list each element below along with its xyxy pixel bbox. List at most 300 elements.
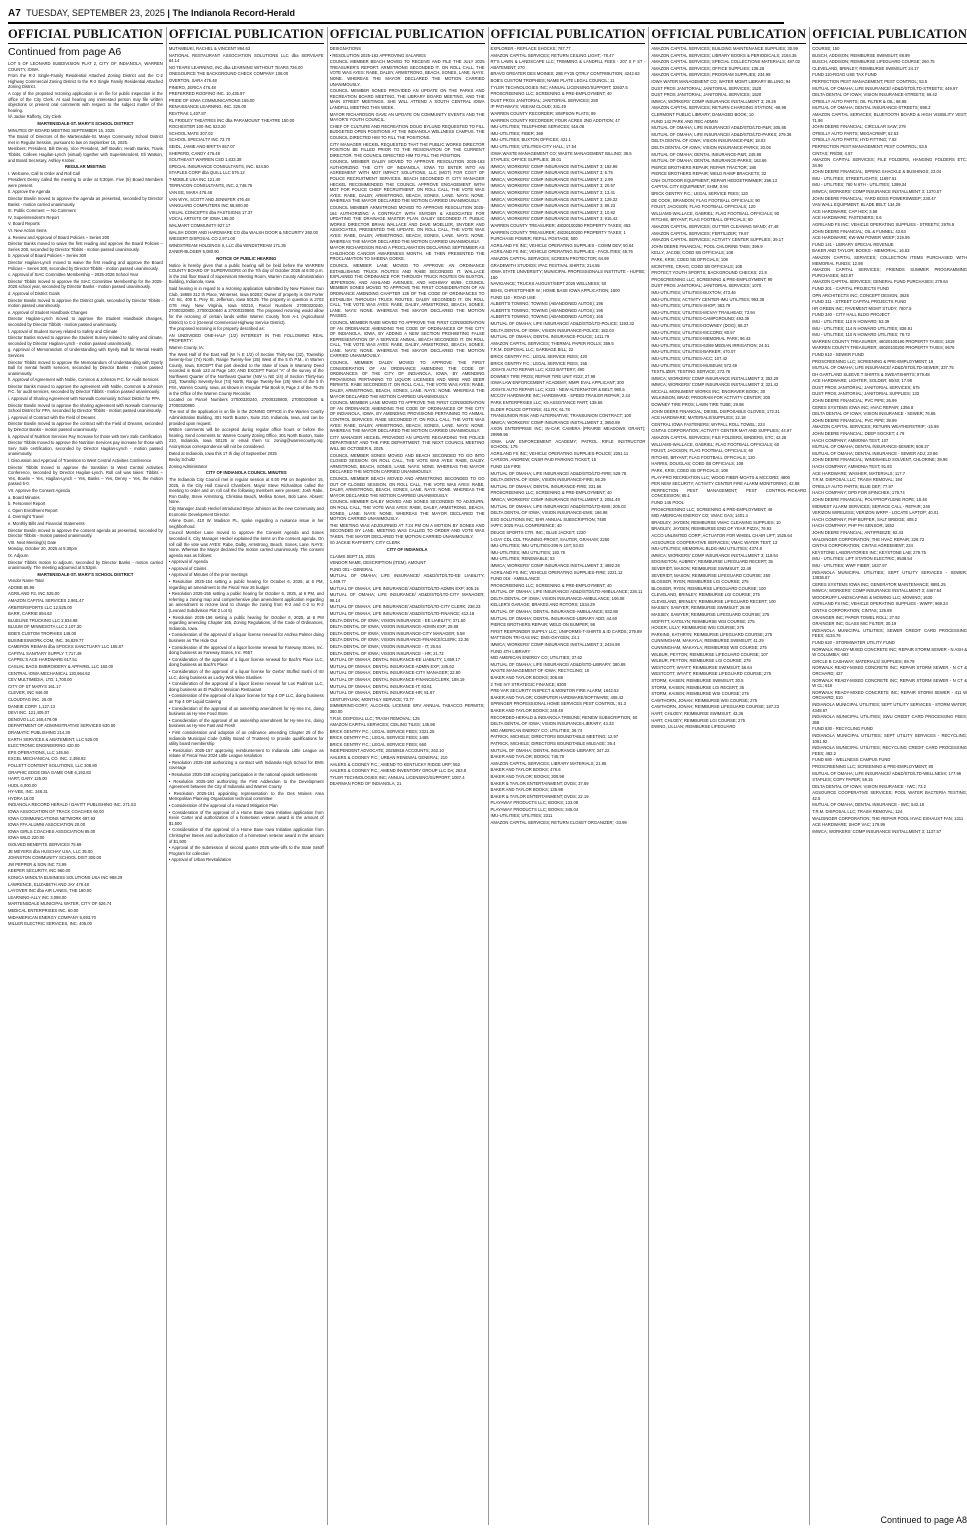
notice-paragraph: TERRACON CONSULTANTS, INC. 2,748.75 <box>168 183 253 189</box>
notice-paragraph: Director Tibbits moved to approve the transition to West Central Activities Conference, seconded by Director Hagilan-Lynch. Roll call was taken: Tibbits – Yes, Bowlin – Yes, Hagilan-Lynch – Yes, Banks – Yes, Denny – Yes, the motion passed 5-0. <box>8 464 163 487</box>
notice-paragraph: Dated at Indianola, Iowa this 17 th day of September 2025 <box>168 450 277 456</box>
notice-paragraph: FUND 620 - STORMWATER UTILITY FUND <box>812 640 895 646</box>
notice-paragraph: MUTUAL OF OMAHA; LIFE INSURANCE/ AD&D/STD/LTD-P&R; 305.85 <box>651 125 787 131</box>
notice-paragraph: • Resolution 2025-158 authorizing a contract with Indianola High School for EMS coverage <box>168 759 324 771</box>
notice-paragraph: HART, CHLOEY; REIMBURSE SWIMSUIT; 43.36 <box>651 710 744 716</box>
notice-paragraph: KELLY, JACOB; COED SB OFFICIALS; 108 <box>651 250 734 256</box>
notice-paragraph: PERFECTION PEST MANAGEMENT; PEST CONTROL; 53.5 <box>812 143 928 149</box>
notice-paragraph: DELTA DENTAL OF IOWA; VISION INSURANCE - EE LIABILITY; 371.50 <box>329 617 466 623</box>
notice-paragraph: MUTUAL OF OMAHA; LIFE INSURANCE/ AD&D/STD/LTD-AMBULANCE; 226.11 <box>490 589 643 595</box>
notice-paragraph: JOHN DEERE FINANCIAL; PVC PIPE; 26.99 <box>812 398 897 404</box>
notice-paragraph: BRICK GENTRY P.C.; LEGAL SERVICE FEES; 2321.25 <box>329 728 435 734</box>
notice-paragraph: DOWNEY TIRE PROS; LAWN TIRE TUBE; 29.98 <box>651 402 744 408</box>
notice-paragraph: NOTICE OF PUBLIC HEARING <box>216 256 277 261</box>
notice-paragraph: • Consideration of the approval of a Home Base Iowa Initiative application from Christopher Benes and authorization of a hometown veteran award in the amount of $1,500 <box>168 827 324 844</box>
notice-paragraph: AGSOURCE COOPERATIVE SERVICES; VMAC WATER TEST; 13 <box>651 539 778 545</box>
newspaper-name: The Indianola Record-Herald <box>172 8 295 18</box>
notice-paragraph: MASSEY, SAWYER; REIMBURSE LIFEGUARD COURSE; 275 <box>651 612 770 618</box>
notice-paragraph: IMU - UTILITIES; 114 N HOWARD UTILITIES; 836.91 <box>812 325 913 331</box>
notice-paragraph: VII. Approve the Consent Agenda <box>8 487 70 493</box>
notice-paragraph: MIDWEST ALARM SERVICES; SERVICE CALL - REPAIR; 246 <box>812 503 930 509</box>
notice-paragraph: DE COOK, BRANDON; FLAG FOOTBALL OFFICIALS; 90 <box>651 197 760 203</box>
notice-paragraph: DELTA DENTAL OF IOWA; VISION INSURANCE - SEWER; 76.66 <box>812 411 936 417</box>
notice-paragraph: NAVIGANCE; TRUCKS AUGUST/SEPT 2025 WELLNESS; 50 <box>490 281 607 287</box>
notice-paragraph: EDGINGTON, AUBREY; REIMBURSE LIFEGUARD RECERT; 35 <box>651 559 773 565</box>
notice-paragraph: • First consideration and adoption of an ordinance amending Chapter 25 of the Indianola Municipal Code (Utility Board of Trustees) to provide qualifications for utility board membership <box>168 729 324 747</box>
notice-paragraph: WESTCOTT, WYATT; REIMBURSE SWIMSUIT; 56.64 <box>651 664 752 670</box>
notice-paragraph: V. Board Reports <box>8 221 40 227</box>
notice-paragraph: ALBERT'S TOWING; TOWING (ABANDONED AUTOS); 165 <box>490 314 604 320</box>
notice-paragraph: MID AMERICAN ENERGY CO; VMAC GAS; 1401.4 <box>651 513 748 519</box>
notice-paragraph: BRAVO GREATER DES MOINES; 28E FY25 QTRLY CONTRIBUTION; 4242.63 <box>490 71 640 77</box>
notice-paragraph: • Resolution 2025-155 setting a public hearing for October 6, 2025, at 6 PM, and referring a zoning map and comprehensive plan amendment application regarding an amendment to rezone land to change the zoning from R-2 and C-2 to R-2 (Leonard Subdivision Plat 2 Lot 5) <box>168 591 324 614</box>
notice-paragraph: IOWA WASTE MANAGEMENT CO; WASTE MANAGEMENT BILLING; 38.5 <box>490 150 632 156</box>
notice-paragraph: MUTUAL OF OMAHA; DENTAL INSURANCE-PARKS; 163.66 <box>651 158 767 164</box>
notice-paragraph: NO TEARS LEARNING, INC dba LEARNING WITHOUT TEARS 726.00 <box>168 64 303 70</box>
notice-paragraph: • RESOLUTION 2025-162 APPROVING SALARIES <box>329 52 426 58</box>
notice-paragraph: MUTUAL OF OMAHA; LIFE INSURANCE/ AD&D/STD/LTD-EE LIABILITY; 1,469.77 <box>329 573 485 585</box>
notice-paragraph: Director Tibbits motion to adjourn, seconded by Director Banks - motion carried unanimously. The meeting adjourned at 5:53pm. <box>8 559 163 571</box>
notice-paragraph: ACE HARDWARE; CAP HEX; 3.58 <box>812 208 878 214</box>
notice-paragraph: MUTUAL OF OMAHA; LIFE INSURANCE/ AD&D/STD/LTD-WELLNESS; 177.96 <box>812 770 962 776</box>
notice-paragraph: PROSCREENING LLC; SCREENING & PRE-EMPLOYMENT; 40 <box>490 91 612 97</box>
notice-paragraph: MUTUAL OF OMAHA; DENTAL INSURANCE - IWC; 542.18 <box>812 802 924 808</box>
notice-paragraph: PARK, KRIS; COED SB OFFICIALS; 108 <box>651 257 728 262</box>
notice-paragraph: KELLER'S GARAGE; BRAKES AND ROTORS; 1534.29 <box>490 602 595 608</box>
notice-paragraph: BAKER AND TAYLOR BOOKS; 476.6 <box>490 767 561 773</box>
notice-paragraph: MID AMERICAN ENERGY CO; UTILITIES; 36.74 <box>490 727 583 733</box>
notice-paragraph: • Resolution 2025-156 setting a public hearing for October 6, 2025, at 6 PM regarding amending Chapter 165, Zoning Regulations, of the Code of Ordinances, Indianola, Iowa. <box>168 614 324 631</box>
notice-paragraph: JOHN DEERE FINANCIAL; DIESEL DISPOSABLE GLOVES; 172.31 <box>651 408 780 414</box>
notice-paragraph: PROSCREENING LLC; SCREENING & PRE-EMPLOYMENT; 40 <box>490 490 612 496</box>
notice-paragraph: ACE HARDWARE; SHOP VAC; 179.99 <box>812 822 885 828</box>
notice-paragraph: FUND 680 - WELLNESS CAMPUS FUND <box>812 757 891 763</box>
notice-paragraph: VENDOR NAME, DESCRIPTION (ITEM), AMOUNT <box>329 560 427 566</box>
notice-paragraph: FUND 016 - AMBULANCE <box>490 576 540 582</box>
notice-paragraph: INDEPENDENT ADVOCATE; 20250818 ACCOUNTS; 263.10 <box>329 748 444 754</box>
notice-paragraph: RITCHIE, BRYANT; FLAG FOOTBALL OFFICIALS; 60 <box>651 217 753 223</box>
notice-paragraph: JOHN DEERE FINANCIAL; DEEP SOCKET; 4.79 <box>812 431 905 437</box>
notice-paragraph: WASTE MANAGEMENT OF IOWA; RECYCLING; 10 <box>490 668 590 674</box>
notice-paragraph: JOHN DEERE FINANCIAL; ANTIFREEZE; 92.43 <box>812 529 904 535</box>
notice-paragraph: PATRICK, MICHELE; DIRECTORS BOUNDTABLE MEETING; 12.97 <box>490 734 619 740</box>
notice-paragraph: ACE HARDWARE; WASHER, MATERIALS; 117.7 <box>812 470 906 476</box>
notice-paragraph: SCHOOL MATE 307.02 <box>168 130 213 136</box>
notice-paragraph: IMU-UTILITIES; UTILITIES-ACC; 107.42 <box>651 355 728 361</box>
notice-paragraph: SEIDL, JAMIE AND BRITTA 657.07 <box>168 143 235 149</box>
notice-paragraph: IMU-UTILITIES; UTILITIES-MCCORD; 80.57 <box>651 329 735 335</box>
notice-paragraph: JOSH'S AUTO REPAIR LLC; K223 - NEW ALTERNATOR & BELT; 980.5 <box>490 386 625 392</box>
notice-paragraph: WARREN COUNTY TREASURER; 48020100250 PROPERTY TAXES; 453 <box>490 223 631 229</box>
notice-paragraph: The Indianola City Council met in regular session at 6:00 PM on September 15, 2025, in the City Hall Council Chambers. Mayor Steve Richardson called the meeting to order and on roll call the following members were present: Josh Rabe, Ron Dalby, Steve Armstrong, Christina Beach, Mellisa Sones, Bob Lane. Absent: None. <box>168 476 324 505</box>
notice-paragraph: OVERTON, SARA 476.48 <box>168 77 217 83</box>
notice-paragraph: EARTH SERVICES & ABATEMENT, LLC 525.00 <box>8 736 99 742</box>
notice-paragraph: BUSCH, ADDISON; REIMBURSE LIFEGUARD COURSE; 260.75 <box>812 59 935 65</box>
notice-paragraph: g. Approval of Memorandum of Understanding with Eyerly Ball for Mental Health Services <box>8 347 163 358</box>
notice-paragraph: City Manager Jacob Heckel introduced Bryce Johnson as the new Community and Economic Development Director. <box>168 505 324 517</box>
column-header: OFFICIAL PUBLICATION <box>491 27 646 44</box>
notice-paragraph: VAN EE, MARA 476.48 <box>168 190 213 196</box>
notice-paragraph: • Resolution 2025-154 setting a public hearing for October 6, 2025, at 6 PM, regarding an amendment to the Fiscal Year 26 budget <box>168 579 324 590</box>
notice-paragraph: MUTUAL OF OMAHA; DENTAL INSURANCE-LIBRARY ADD; 44.60 <box>490 615 618 621</box>
notice-paragraph: Written comments will be accepted during regular office hours or before the hearing. Send comments to: Warren County Zoning Office, 301 North Buxton, Suite 210, Indianola, Iowa 50125 or email them to: zoning@warrencounty.org. Anonymous correspondence will not be considered. <box>168 427 324 449</box>
notice-paragraph: CUNNINGHAM, MAKAYLA; REIMBURSE SWIMSUIT; 41.29 <box>651 638 764 644</box>
notice-paragraph: ISOLVED BENEFITS SERVICES 75.69 <box>8 842 82 848</box>
notice-paragraph: STAPLES CORP dba QUILL LLC 576.12 <box>168 170 245 176</box>
notice-paragraph: PER NEW SECURITY; ACTIVITY CENTER FIRE ALARM MONITORING; 42.88 <box>651 481 800 487</box>
notice-paragraph: d. Approval of District Goals <box>8 290 60 296</box>
column-4 <box>491 27 646 1525</box>
notice-paragraph: AHLERS & COONEY P.C.; AMEND TO KENTUCKY RIDGE URP; 552 <box>329 761 461 767</box>
notice-paragraph: HARRIS, DOUGLAS; COED SB OFFICIALS; 108 <box>651 461 744 467</box>
notice-paragraph: CITY OF ST MARYS 161.17 <box>8 683 61 689</box>
notice-paragraph: IMU-UTILITIES; UTILITIES-MCVAY TRAILHEAD; 73.94 <box>651 309 755 315</box>
notice-paragraph: IOWA WILD 220.00 <box>8 835 45 841</box>
notice-paragraph: COUNCIL MEMBER DALBY MOVED AND SONES SECONDED TO ADJOURN. ON ROLL CALL, THE VOTE WAS AYES: RABE, DALBY, ARMSTRONG, BEACH, SONES, LANE. NAYS: NONE. WHEREAS THE MAYOR DECLARED THE MOTION CARRIED UNANIMOUSLY. <box>329 499 485 522</box>
notice-paragraph: JOHN DEERE FINANCIAL; POLYPROPYLENE ROPE; 18.48 <box>812 496 927 502</box>
notice-paragraph: STORM, KAISEN; REIMBURSE WSI COURSE; 275 <box>651 691 749 697</box>
column-3 <box>330 27 485 1525</box>
notice-paragraph: KEEPER SECURITY, INC 960.00 <box>8 868 71 874</box>
notice-paragraph: BEHS, CHRISTOPHER W.; HOME BASE IOWA APPLICATION; 1500 <box>490 287 620 293</box>
notice-paragraph: Becky Schultz <box>168 457 196 463</box>
notice-paragraph: SEVERIDT, MASON; REIMBURSE LIFEGUARD COURSE; 250 <box>651 572 771 578</box>
notice-paragraph: AMAZON CAPITAL SERVICES; CEILING TILES; 145.98 <box>329 722 435 728</box>
notice-paragraph: COUNCIL MEMBER DALBY MOVED TO APPROVE RESOLUTION 2025-163 AUTHORIZING THE CITY OF INDIANOLA, IOWA TO ENTER INTO AN AGREEMENT WITH MGT IMPACT SOLUTIONS, LLC (MGT) FOR COST OF POLICE RECRUITMENT SERVICES. BEACH SECONDED IT. CITY MANAGER HECKEL RECOMMENDED THE COUNCIL APPROVE ENGAGEMENT WITH MGT FOR POLICE CHIEF RECRUITMENT. ON ROLL CALL, THE VOTE WAS AYES: RABE, DALBY, ARMSTRONG, BEACH, SONES, LANE. NAYS: NONE. WHEREAS THE MAYOR DECLARED THE MOTION CARRIED UNANIMOUSLY. <box>329 159 485 204</box>
notice-paragraph: PARKINS, KATHRYN; REIMBURSE LIFEGUARD COURSE; 275 <box>651 631 773 637</box>
notice-paragraph: BAKER AND TAYLOR; BOOKS - MEMORIAL; 16.53 <box>812 248 910 254</box>
notice-paragraph: PLAYAWAY PRODUCTS LLC; BOOKS; 133.08 <box>490 800 579 806</box>
notice-paragraph: FIRST RESPONDER SUPPLY LLC; UNIFORMS-T-SHIRTS & ID CARDS; 279.89 <box>490 628 642 634</box>
notice-paragraph: DOWNEY TIRE PROS; REPAIR TIRE UNIT #222; 27.98 <box>490 373 596 379</box>
notice-paragraph: RITCHIE, BRYANT; FLAG FOOTBALL OFFICIALS; 120 <box>651 454 755 460</box>
notice-paragraph: DELTA DENTAL OF IOWA; VISION INSURANCE-FIRE; 56.29 <box>490 477 606 483</box>
notice-paragraph: CITY MANAGER HECKEL REQUESTED THAT THE PUBLIC WORKS DIRECTOR POSITION BE FILLED PRIOR TO THE RESIGNATION OF THE CURRENT DIRECTOR. THE COUNCIL DIRECTED HIM TO FILL THE POSITION. <box>329 141 485 158</box>
notice-paragraph: CHIEF OF CULTURE AND RECREATION DOUG BYLUND REQUESTED TO FILL BUDGETED OPEN POSITIONS AT THE INDIANOLA WELLNESS CAMPUS. THE COUNCIL DIRECTED HIM TO FILL THE POSITIONS. <box>329 123 485 140</box>
notice-paragraph: IAPFC 2025 FALL CONFERENCE; 40 <box>490 523 562 529</box>
notice-paragraph: IMU-UTILITIES; BUXTON OFFICES; 421.1 <box>490 137 571 143</box>
notice-paragraph: IMU-UTILITIES; UTILITIES-MEMORIAL PARK; 96.43 <box>651 336 751 342</box>
notice-paragraph: JOHN DEERE FINANCIAL; PVC PIPE; 39.99 <box>812 417 897 423</box>
notice-paragraph: MEDICAL ENTERPRISES INC. 60.00 <box>8 907 79 913</box>
notice-paragraph: f. Approval of Student Survey related to Safety and Climate <box>8 328 118 334</box>
continued-from-label: Continued from page A6 <box>8 46 122 58</box>
notice-paragraph: CITY OF INDIANOLA COUNCIL MINUTES <box>205 470 287 476</box>
notice-paragraph: \S\ JACKIE RAFFERTY, CITY CLERK <box>329 540 401 546</box>
notice-paragraph: ACE HARDWARE; LIGHTER, SOLDER; 60/40; 17.98 <box>812 378 912 384</box>
notice-paragraph: BUSINESSWORK.COM, INC. 36,829.77 <box>8 637 84 643</box>
notice-paragraph: IMWCA; WORKERS' COMP INSURANCE INSTALLMENT 3; 4892.26 <box>490 562 620 568</box>
notice-paragraph: WARREN COUNTY RECORDER; SIMPSON PLATS; 89 <box>490 110 596 116</box>
notice-paragraph: ALBERT'S TOWING; TOWING (ABANDONED AUTOS); 195 <box>490 307 604 313</box>
notice-paragraph: FUND 311 - STREET CAPITAL PROJECTS FUND <box>812 299 907 305</box>
notice-paragraph: T-MOBILE USA INC 121.40 <box>168 176 221 182</box>
notice-paragraph: ELDER POLICE OPTIONS; 411 RX; 61.78 <box>490 406 570 412</box>
notice-paragraph: Warren County, IA: <box>168 344 204 350</box>
notice-paragraph: CAPITAL SANITARY SUPPLY 7,717.49 <box>8 650 82 656</box>
notice-paragraph: CLEVELAND, BRINLEY; REIMBURSE SWIMSUIT; 24.17 <box>812 65 919 71</box>
notice-paragraph: CINTAS CORPORATION; CINTAS; 125.89 <box>812 608 892 614</box>
notice-paragraph: PARK ENTERPRISES LLC; K9 ASSISTANCE PART; 138.56 <box>490 400 603 406</box>
notice-paragraph: ZANER-BLOSER 5,080.90 <box>168 249 219 255</box>
notice-paragraph: FUND 001 - GENERAL <box>329 566 374 572</box>
notice-paragraph: IMWCA; WORKERS' COMP INSURANCE INSTALLMENT 3; 118.54 <box>651 552 778 558</box>
notice-paragraph: IMWCA; WORKERS' COMP INSURANCE INSTALLMENT 3; 6.75 <box>490 170 613 176</box>
notice-paragraph: MUTUAL OF OMAHA; DENTAL INSURANCE-CITY MANAGER; 22.80 <box>329 670 461 676</box>
notice-paragraph: ONESOURCE THE BACKGROUND CHECK COMPANY 108.00 <box>168 71 289 77</box>
notice-paragraph: COUNCIL MEMBER BEACH MOVED AND ARMSTRONG SECONDED TO GO OUT OF CLOSED SESSION. ON ROLL CALL, THE VOTE WAS AYES: RABE, DALBY, ARMSTRONG, BEACH, SONES, LANE. NAYS: NONE. WHEREAS THE MAYOR DECLARED THE MOTION CARRIED UNANIMOUSLY. <box>329 475 485 498</box>
continued-to-label: Continued to page A8 <box>876 1515 967 1525</box>
notice-paragraph: JOHN DEERE FINANCIAL; CIRCULAR SAW; 279 <box>812 124 906 130</box>
notice-paragraph: NORWALK READY-MIXED CONCRETE INC; REPAIR STORM SEWER - 411 W ORCHARD; 510 <box>812 689 967 701</box>
notice-paragraph: CLAIMS SEPT 15, 2025 <box>329 553 375 559</box>
notice-paragraph: VERIZON WIRELESS; VERIZON WRFP - LOCATE LAPTOP; 40.01 <box>812 510 939 516</box>
column-header: OFFICIAL PUBLICATION <box>8 27 163 44</box>
notice-paragraph: HUDL 6,000.00 <box>8 782 37 788</box>
notice-paragraph: COUNCIL MEMBER BEACH MOVED TO RECEIVE AND FILE THE JULY 2025 TREASURER'S REPORT. ARMSTRONG SECONDED IT. ON ROLL CALL, THE VOTE WAS AYES: RABE, DALBY, ARMSTRONG, BEACH, SONES, LANE. NAYS: NONE. WHEREAS THE MAYOR DECLARED THE MOTION CARRIED UNANIMOUSLY. <box>329 59 485 87</box>
notice-paragraph: RL FRIDLEY THEATRES INC dba PARAMOUNT THEATRE 150.00 <box>168 117 295 123</box>
notice-paragraph: FUND 146 POOL <box>651 499 684 505</box>
notice-paragraph: IOWA ASSOCIATION OF TRACK COACHES 60.00 <box>8 809 104 815</box>
notice-paragraph: MUTUAL OF OMAHA; DENTAL INSURANCE-FIRE; 331.56 <box>490 483 602 489</box>
notice-paragraph: COURSE; 150 <box>812 46 840 51</box>
notice-paragraph: AGSOURCE COOPERATIVE SERVICES; POOL WATER BACTERIA TESTING; 42.5 <box>812 790 967 801</box>
notice-paragraph: Director Tibbits moved to approve the SIAC Committee Membership for the 2025-2026 school year, seconded by Director Banks - motion passed unanimously. <box>8 278 163 290</box>
notice-paragraph: Director Bowlin moved to approve the District goals, seconded by Director Tibbits - motion passed unanimously. <box>8 297 163 309</box>
notice-paragraph: MUTUAL OF OMAHA; LIFE INSURANCE/ AD&D/STD/LTD-SEWER; 337.75 <box>812 365 954 371</box>
notice-paragraph: HY-VEE, INC. 346.31 <box>8 789 48 795</box>
notice-paragraph: IOWA LAW ENFORCEMENT ACADEMY; MMPI EVAL APPLICANT; 300 <box>490 380 624 386</box>
notice-paragraph: WILLIAMS-WALLACE, GABRIEL; FLAG FOOTBALL OFFICIALS; 90 <box>651 210 780 216</box>
notice-paragraph: T.R.M. DISPOSAL LLC; TRASH REMOVAL; 124 <box>812 809 903 815</box>
notice-paragraph: DEUCE SPORTS CTR. INC.; BLUE JACKET; 1220 <box>490 529 586 535</box>
notice-paragraph: IMWCA; WORKERS' COMP INSURANCE INSTALLMENT 3; 2051.49 <box>490 496 620 502</box>
notice-paragraph: IMWCA; WORKERS' COMP INSURANCE INSTALLMENT 3; 192.96 <box>490 163 618 169</box>
notice-paragraph: BRICK GENTRY P.C.; LEGAL SERVICE FEES; 1485 <box>329 735 429 741</box>
notice-paragraph: PROSCREENING LLC; SCREENING & PRE-EMPLOYMENT; 16 <box>812 358 934 364</box>
notice-paragraph: CLERMONT PUBLIC LIBRARY; DAMAGED BOOK; 10 <box>651 111 754 117</box>
notice-paragraph: IX. Adjourn <box>8 552 29 558</box>
notice-paragraph: VAN WALL EQUIPMENT; BLADE BELT; 134.28 <box>812 202 901 208</box>
notice-paragraph: CENTURYLINK; MONTHLY SERVICE; 73.77 <box>329 696 414 702</box>
notice-paragraph: PERFECTION PEST MANAGEMENT; PEST CONTROL; 53.5 <box>812 78 928 84</box>
notice-paragraph: MCCALL MONUMENT WORKS INC; ENGRAVER BOOK; 30 <box>651 388 766 394</box>
notice-paragraph: d. Overnight Travel <box>8 514 44 520</box>
notice-paragraph: T.R.M. DISPOSAL LLC; TRASH REMOVAL; 194 <box>812 477 903 483</box>
notice-paragraph: Director Hagilan-Lynch moved to approve the Student Handbook changes, seconded by Director Tibbits - motion passed unanimously. <box>8 316 163 327</box>
notice-paragraph: CLEVELAND, BRINLEY; REIMBURSE LGI COURSE; 275 <box>651 592 760 598</box>
notice-paragraph: GRAPHIC EDGE DBA GAME ONE 6,193.83 <box>8 769 91 775</box>
notice-paragraph: JOSH'S AUTO REPAIR LLC; K223 BATTERY; 490 <box>490 367 585 373</box>
notice-paragraph: EPS OPERATIONS, LLC 145.56 <box>8 749 69 755</box>
notice-paragraph: Director Bowlin moved to approve the contract with the Field of Dreams, seconded by Director Banks - motion passed unanimously. <box>8 421 163 433</box>
notice-paragraph: MUTUAL OF OMAHA; DENTAL INSURANCE-POLICE; 1411.79 <box>490 334 610 340</box>
notice-paragraph: IMWCA; WORKERS' COMP INSURANCE INSTALLMENT 3; 20.57 <box>490 183 616 189</box>
notice-paragraph: DUST PROS JANITORIAL; JANITORIAL SERVICES; 1520 <box>651 85 762 91</box>
column-header: OFFICIAL PUBLICATION <box>812 27 967 44</box>
notice-paragraph: DELTA DENTAL OF IOWA; VISION INSURANCE-CITY MANAGER; 5.58 <box>329 630 465 636</box>
notice-paragraph: MARTENSDALE-ST. MARY'S SCHOOL DISTRICT <box>37 120 134 126</box>
masthead <box>8 6 784 20</box>
notice-paragraph: VISUAL CONCEPTS dba FASTSIGNS 17.37 <box>168 209 253 215</box>
notice-paragraph: FUND 630 - RECYCLING FUND <box>812 726 873 732</box>
notice-paragraph: Members: President, Bill Denny, Vice President, Jeff Bowlin, Heath Banks, Travis Tibbits, Colleen Hagilan-Lynch (virtual) together with Superintendent, Eli Watson, and Board Secretary, Ashley Krober. <box>8 146 163 163</box>
notice-paragraph: COUNCIL MEMBER SONES MOVED AND BEACH SECONDED TO GO INTO CLOSED SESSION. ON ROLL CALL, THE VOTE WAS AYES: RABE, DALBY, ARMSTRONG, BEACH, SONES, LANE. NAYS: NONE. WHEREAS THE MAYOR DECLARED THE MOTION CARRIED UNANIMOUSLY. <box>329 452 485 475</box>
notice-paragraph: MATTISON TRI-GAS INC; EMS-OXYGEN; 24.1 <box>490 635 580 641</box>
notice-paragraph: CAMERON REIMAN dba SPOCKS SANCTUARY LLC 165.87 <box>8 644 124 650</box>
notice-paragraph: IMWCA; WORKERS' COMP INSURANCE INSTALLMENT 3; 352.29 <box>651 375 779 381</box>
notice-paragraph: \s\ Jackie Rafferty, City Clerk <box>8 114 62 120</box>
notice-paragraph: CENTRAL IOWA FASTENERS; WYPALL ROLL TOWEL; 224 <box>651 421 765 427</box>
notice-paragraph: CASUAL BAGS EMBROIDERY & APPAREL LLC 160.00 <box>8 664 114 669</box>
notice-paragraph: BAKER & TAYLOR ENTERTAINMENT; DVDS; 37.69 <box>490 780 589 786</box>
notice-paragraph: AGRILAND FS INC; VEHICLE OPERATING SUPPLIES - COMM DEV; 50.64 <box>490 242 634 248</box>
notice-paragraph: HART, GARY 125.00 <box>8 776 47 782</box>
notice-paragraph: LEARNING-ALLY INC 3,098.00 <box>8 894 67 900</box>
notice-paragraph: AGRILAND FS INC; VEHICLE OPERATING SUPPLIES - WWFF; 969.24 <box>812 601 948 607</box>
notice-paragraph: MIDAMERICAN ENERGY COMPANY 6,693.70 <box>8 914 96 920</box>
notice-paragraph: JOHN DEERE FINANCIAL; SPRING SHACKLE & BUSHINGS; 23.04 <box>812 169 942 175</box>
notice-paragraph: ACE HARDWARE; MATERIALS/SUPPLIES; 12.18 <box>651 415 746 421</box>
notice-paragraph: MUTAMBUKI, RACHEL & VINCENT 894.63 <box>168 46 251 51</box>
notice-paragraph: SIMMERING-CORY; ALCOHOL LICENSE SRV ANNUAL TABACCO PERMITS; 360.00 <box>329 703 485 714</box>
notice-paragraph: BOB'S CUSTOM TROPHIES; NAME PLATE LEGAL COUNCIL; 11 <box>490 77 615 83</box>
notice-paragraph: IMU-UTILITIES; TELEPHONE SERVICES; 516.08 <box>490 124 585 130</box>
notice-paragraph: Director Bowlin moved to approve the sharing agreement with Norwalk Community School District for PPA, seconded by Director Tibbits - motion passed unanimously. <box>8 402 163 414</box>
notice-paragraph: MUTUAL OF OMAHA; DENTAL INSURANCE - SEWER ADJ; 23.86 <box>812 450 938 456</box>
notice-paragraph: BAKER & TAYLOR ENTERTAINMENT; DVDS; 22.19 <box>490 793 589 799</box>
notice-paragraph: CERES SYSTEMS IOWA INC; GENERATOR MAINTENANCE; 8881.25 <box>812 581 946 587</box>
notice-paragraph: IMU-UTILITIES; UTILITIES-BARKER; 470.07 <box>651 349 736 355</box>
notice-paragraph: • Consideration of the approval of a liquor license renewal for Bach's Place LLC, doing business as Bach's Place <box>168 656 324 668</box>
notice-paragraph: GRAINGER INC; PAPER TOWEL ROLL; 27.92 <box>812 614 900 620</box>
notice-paragraph: DUST PROS JANITORIAL; JANITORIAL SERVICES; 1070 <box>651 283 762 289</box>
notice-paragraph: MUTUAL OF OMAHA; LIFE INSURANCE/ AD&D/STD/LTD-ADMIN EXP; 305.15 <box>329 585 479 591</box>
notice-paragraph: IMU - UTILITIES; LIFT STATION ELECTRIC; 9538.54 <box>812 556 913 562</box>
notice-paragraph: BOB'S CUSTOM TROPHIES 148.00 <box>8 631 77 637</box>
notice-paragraph: FUND 4TH LIBRARY <box>490 648 531 654</box>
notice-paragraph: MARTENSDALE-ST. MARY'S SCHOOL DISTRICT <box>37 571 134 577</box>
notice-paragraph: HACH COMPANY; AMMONIA TEST; 91.93 <box>812 464 892 469</box>
notice-paragraph: PRE-VAR SECURITY INSPECT & MONITOR FIRE ALARM; 1642.52 <box>490 688 619 694</box>
notice-paragraph: O'REILLY AUTO PARTS; HYD FITTING; 7.92 <box>812 137 897 143</box>
notice-paragraph: Director Banks moved to waive the first reading and approve the Board Policies – Series 200, seconded by Director Tibbits - motion passed unanimously. <box>8 241 163 252</box>
notice-paragraph: COUNCIL MEMBER LANE MOVED TO APPROVE AN ORDINANCE ESTABLISHING TRUCK ROUTES AND RABE SECONDED IT. WALLACE EXPLAINED THE ORDINANCE FOR THROUGH TRUCK ROUTES ON BUXTON, JEFFERSON, AND ASHLAND AVENUES, AND HIGHWAY 65/69. COUNCIL MEMBER SONES MOVED TO APPROVE THE FIRST CONSIDERATION OF AN ORDINANCE AMENDING CHAPTER 135 OF THE CODE OF ORDINANCES TO ESTABLISH THROUGH TRUCK ROUTES. DALBY SECONDED IT. ON ROLL CALL, THE VOTE WAS AYES: RABE, DALBY, ARMSTRONG, BEACH, SONES, LANE. NAYS: NONE. WHEREAS THE MAYOR DECLARED THE MOTION PASSED. <box>329 262 485 319</box>
notice-paragraph: DELTA DENTAL OF IOWA; VISION INSURANCE-PARKS; 20.06 <box>651 144 771 150</box>
notice-paragraph: IMWCA; WORKERS' COMP INSURANCE INSTALLMENT 3; 2434.98 <box>490 642 620 648</box>
notice-paragraph: WOODRUFF LANDSCAPING & MOWING LLC; MOWING; 1630 <box>812 594 933 600</box>
notice-paragraph: II. Approve the Agenda <box>8 189 51 195</box>
notice-paragraph: MCCOY HARDWARE INC; HARDWARE - SPEED TRAILER REPAIR; 2.44 <box>490 393 631 399</box>
notice-paragraph: CAWTHORN, JONAH; REIMBURSE WSI COURSE; 275 <box>651 697 758 703</box>
notice-paragraph: BLOSSER, RYEN; REIMBURSE LGI COURSE; 275 <box>651 579 749 585</box>
notice-paragraph: AMAZON CAPITAL SERVICES; PROGRAM SUPPLIES; 234.99 <box>651 72 771 78</box>
notice-paragraph: MUTUAL OF OMAHA; DENTAL INSURANCE-P&R; 245.98 <box>651 151 762 157</box>
notice-paragraph: CAPITAL CITY EQUIPMENT; SHIM; 0.94 <box>651 184 728 190</box>
notice-paragraph: IMU-UTILITIES; UTILITIES-CITY HALL; 17.54 <box>490 143 577 149</box>
notice-paragraph: IP PATHWAYS; VEEAM CLOUD; 331.49 <box>490 104 566 110</box>
notice-paragraph: AN UNDIVIDED ONE-HALF (1/2) INTEREST IN THE FOLLOWING REAL PROPERTY: <box>168 332 324 344</box>
notice-paragraph: IMWCA; WORKERS' COMP INSURANCE INSTALLMENT 3; 1370.57 <box>812 189 942 195</box>
notice-paragraph: • Consideration of the approval of a liquor license renewal for Los Padrinos LLC, doing business as El Padrino Mexican Restaurant <box>168 681 324 692</box>
notice-paragraph: Director Banks moved to approve the agreement with Noble, Common & Johnson P.C. for audit services, seconded by Director Tibbits - motion passed unanimously. <box>8 383 163 395</box>
notice-paragraph: HACH COMPANY; PHP BUFFER, SALT BRIDGE; 408.2 <box>812 516 918 522</box>
notice-paragraph: PARK, KRIS; COED SB OFFICIALS; 108 <box>651 468 728 473</box>
notice-paragraph: PLAYAWAY PRODUCTS LLC; BOOKS; 345.04 <box>490 806 579 812</box>
notice-paragraph: PROSCREENING LLC; SCREENING & PRE-EMPLOYMENT; 40 <box>490 582 612 588</box>
notice-paragraph: LAYOVER INC dba AIR LANES, THE 180.00 <box>8 888 92 894</box>
notice-paragraph: • Resolution 2025-161 appointing representation to the Des Moines Area Metropolitan Planning Organization technical committee <box>168 790 324 802</box>
notice-paragraph: MUTUAL OF OMAHA; LIFE INSURANCE/ AD&D/STD/LTD-FIRE; 529.78 <box>490 470 627 476</box>
notice-paragraph: PRIDE OF IOWA COMMUNICATIONS 165.00 <box>168 97 255 103</box>
notice-paragraph: INDIANOLA MUNICIPAL UTILITIES; SEPT UTILITY SERVICES - STORM WATER; 4348.67 <box>812 701 967 713</box>
notice-paragraph: CAPPEL'S ACE HARDWARE 617.51 <box>8 657 78 663</box>
notice-paragraph: Council Member Lane moved to approve the Consent Agenda and Sones seconded it. City Manager Heckel explained the items on the consent agenda. On roll call the vote was AYES: Rabe, Dalby, Armstrong, Beach, Sones, Lane. NAYS: None. Whereas the Mayor declared the motion carried unanimously. The consent agenda was as follows: <box>168 530 324 558</box>
notice-paragraph: GRAINGER INC; GLASS MIC FILTER; 30.19 <box>812 621 897 627</box>
notice-paragraph: WILBUR, PEYTON; REIMBURSE LGI COURSE; 275 <box>651 658 751 664</box>
notice-paragraph: b. Approval of Board Policies – Series 300 <box>8 253 87 259</box>
notice-paragraph: IOWA GIRLS COACHES ASSOCIATION 85.00 <box>8 828 96 834</box>
notice-paragraph: AMAZON CAPITAL SERVICES; THERMAL PAPER ROLLS; 359.5 <box>490 340 614 346</box>
notice-paragraph: MAYOR RICHARDSON READ A PROCLAMATION DECLARING SEPTEMBER AS CHILDHOOD CANCER AWARENESS MONTH. HE THEN PRESENTED THE PROCLAMATION TO SHEENA GOEKE. <box>329 245 485 262</box>
notice-paragraph: • Consideration of the approval of a liquor license renewal for Fareway Stores, Inc. doing business as Fareway Stores, Inc. #657 <box>168 644 324 656</box>
notice-paragraph: MUTUAL OF OMAHA; DENTAL INSURANCE-EE LIABILITY; 1,659.17 <box>329 657 461 663</box>
notice-paragraph: DELTA DENTAL OF IOWA; VISION INSURANCE-STREETS; 69.42 <box>812 92 938 98</box>
notice-paragraph: IMWCA; WORKERS' COMP INSURANCE INSTALLMENT 3; 88.23 <box>490 203 616 209</box>
notice-paragraph: AXON ENTERPRISE INC; IN-CAR CAMERA (PRAIRIE MEADOWS GRANT); 29999.96 <box>490 426 646 438</box>
notice-paragraph: IMWCA; WORKERS' COMP INSURANCE INSTALLMENT 3; 3650.89 <box>490 419 620 425</box>
notice-paragraph: Located on Parcel Numbers 27000320240, 27000320800, 27000320840 & 27000320860. <box>168 397 324 408</box>
notice-paragraph: WARREN COUNTY RECORDER; FOUR ACRES 2ND ADDITION; 47 <box>490 117 620 123</box>
notice-paragraph: SHEPERD, CANDY 476.48 <box>168 150 220 156</box>
notice-paragraph: BAKER AND TAYLOR; BOOKS; 300.98 <box>490 773 565 779</box>
notice-paragraph: FUND 301 - CAPITAL PROJECTS FUND <box>812 285 890 291</box>
notice-paragraph: IMU-UTILITIES; UTILITIES-63/69 MEDIAN IRRIGATION; 24.51 <box>651 342 770 348</box>
notice-paragraph: IMU - UTILITIES; 760 N 6TH - UTILITIES; 1399.34 <box>812 182 907 188</box>
notice-paragraph: IMU - UTILITIES; WWF FIBER; 1637.97 <box>812 562 887 568</box>
notice-paragraph: FOUST, JACKSON; FLAG FOOTBALL OFFICIALS; 120 <box>651 204 756 210</box>
notice-paragraph: b. Personnel Report <box>8 501 46 507</box>
notice-paragraph: CERES SYSTEMS IOWA INC; HVAC REPAIR; 1356.8 <box>812 404 914 410</box>
notice-paragraph: PROSCREENING LLC; SCREENING & PRE-EMPLOYMENT; 48 <box>651 506 773 512</box>
notice-paragraph: CITY MANAGER HECKEL PROVIDED AN UPDATE REGARDING THE POLICE DEPARTMENT AND THE FIRE DEPARTMENT. THE NEXT COUNCIL MEETING WILL BE OCTOBER 6, 2025. <box>329 434 485 451</box>
notice-paragraph: DUST PROS JANITORIAL; JANITORIAL SERVICES; 280 <box>490 97 599 103</box>
notice-paragraph: Notice is hereby given that a public hearing will be held before the WARREN COUNTY BOARD OF SUPERVISORS on the 7th day of October 2025 at 6:00 p.m. in the 2nd floor Board of Supervisors Meeting Room, Warren County Administration Building, Indianola, Iowa. <box>168 262 324 285</box>
notice-paragraph: CNH OUTDOOR EQUIPMENT; REPAIR HEDGETRIMMER; 296.13 <box>651 177 777 183</box>
notice-paragraph: O'REILLY AUTO PARTS; BLUE DEF; 77.97 <box>812 483 894 489</box>
notice-paragraph: AMAZON CAPITAL SERVICES; FERTILIZER; 79.67 <box>651 230 749 236</box>
notice-paragraph: 1-DAY CDL CDL TRAINING-PROST, SAUTER, GRAHAM; 2250 <box>490 536 610 542</box>
notice-paragraph: MUTUAL OF OMAHA; DENTAL INSURANCE-SEWER; 608.37 <box>812 444 929 450</box>
notice-paragraph: DENOVO LLC 160,479.09 <box>8 716 58 722</box>
notice-paragraph: PINERO, JERICA 476.48 <box>168 84 216 90</box>
notice-paragraph: BRICK GENTRY P.C.; LEGAL SERVICE FEES; 155 <box>490 360 588 366</box>
notice-paragraph: PATRICK, MICHELE; DIRECTORS BOUNDTABLE MILEAGE; 36.4 <box>490 740 616 746</box>
notice-paragraph: ESO SOLUTIONS INC; EHR ANNUAL SUBSCRIPTION; 7480 <box>490 516 607 522</box>
notice-paragraph: MUTUAL OF OMAHA; DENTAL INSURANCE-FINANCE/CLERK; 188.19 <box>329 676 465 682</box>
notice-paragraph: WILLIAMS-WALLACE, GABRIEL; FLAG FOOTBALL OFFICIALS; 60 <box>651 441 780 447</box>
notice-paragraph: SEVERIDT, MASON; REIMBURSE SWIMSUIT; 22.49 <box>651 565 752 571</box>
notice-paragraph: h. Approval of Agreement with Noble, Common & Johnson P.C. for Audit Services <box>8 377 159 383</box>
notice-paragraph: AMAZON CAPITAL SERVICES; RETURN CHARGING STATION; -68.99 <box>651 105 787 111</box>
notice-paragraph: CENTRAL IOWA MECHANICAL 130,964.62 <box>8 670 90 676</box>
notice-paragraph: TEXTILIZER; TESTING SERVICE; 272.76 <box>651 369 731 375</box>
notice-paragraph: Arlene Dunn, 410 W. Madison PL, spoke regarding a nuisance issue in her neighborhood. <box>168 518 324 529</box>
column-header: OFFICIAL PUBLICATION <box>651 27 806 44</box>
notice-paragraph: STORM, KAISEN; REIMBURSE SWIMSUIT; 30.5 <box>651 678 744 683</box>
notice-paragraph: IMU-UTILITIES; UTILITIES-DOWNEY (DOG); 68.37 <box>651 322 749 328</box>
column-5 <box>651 27 806 1525</box>
